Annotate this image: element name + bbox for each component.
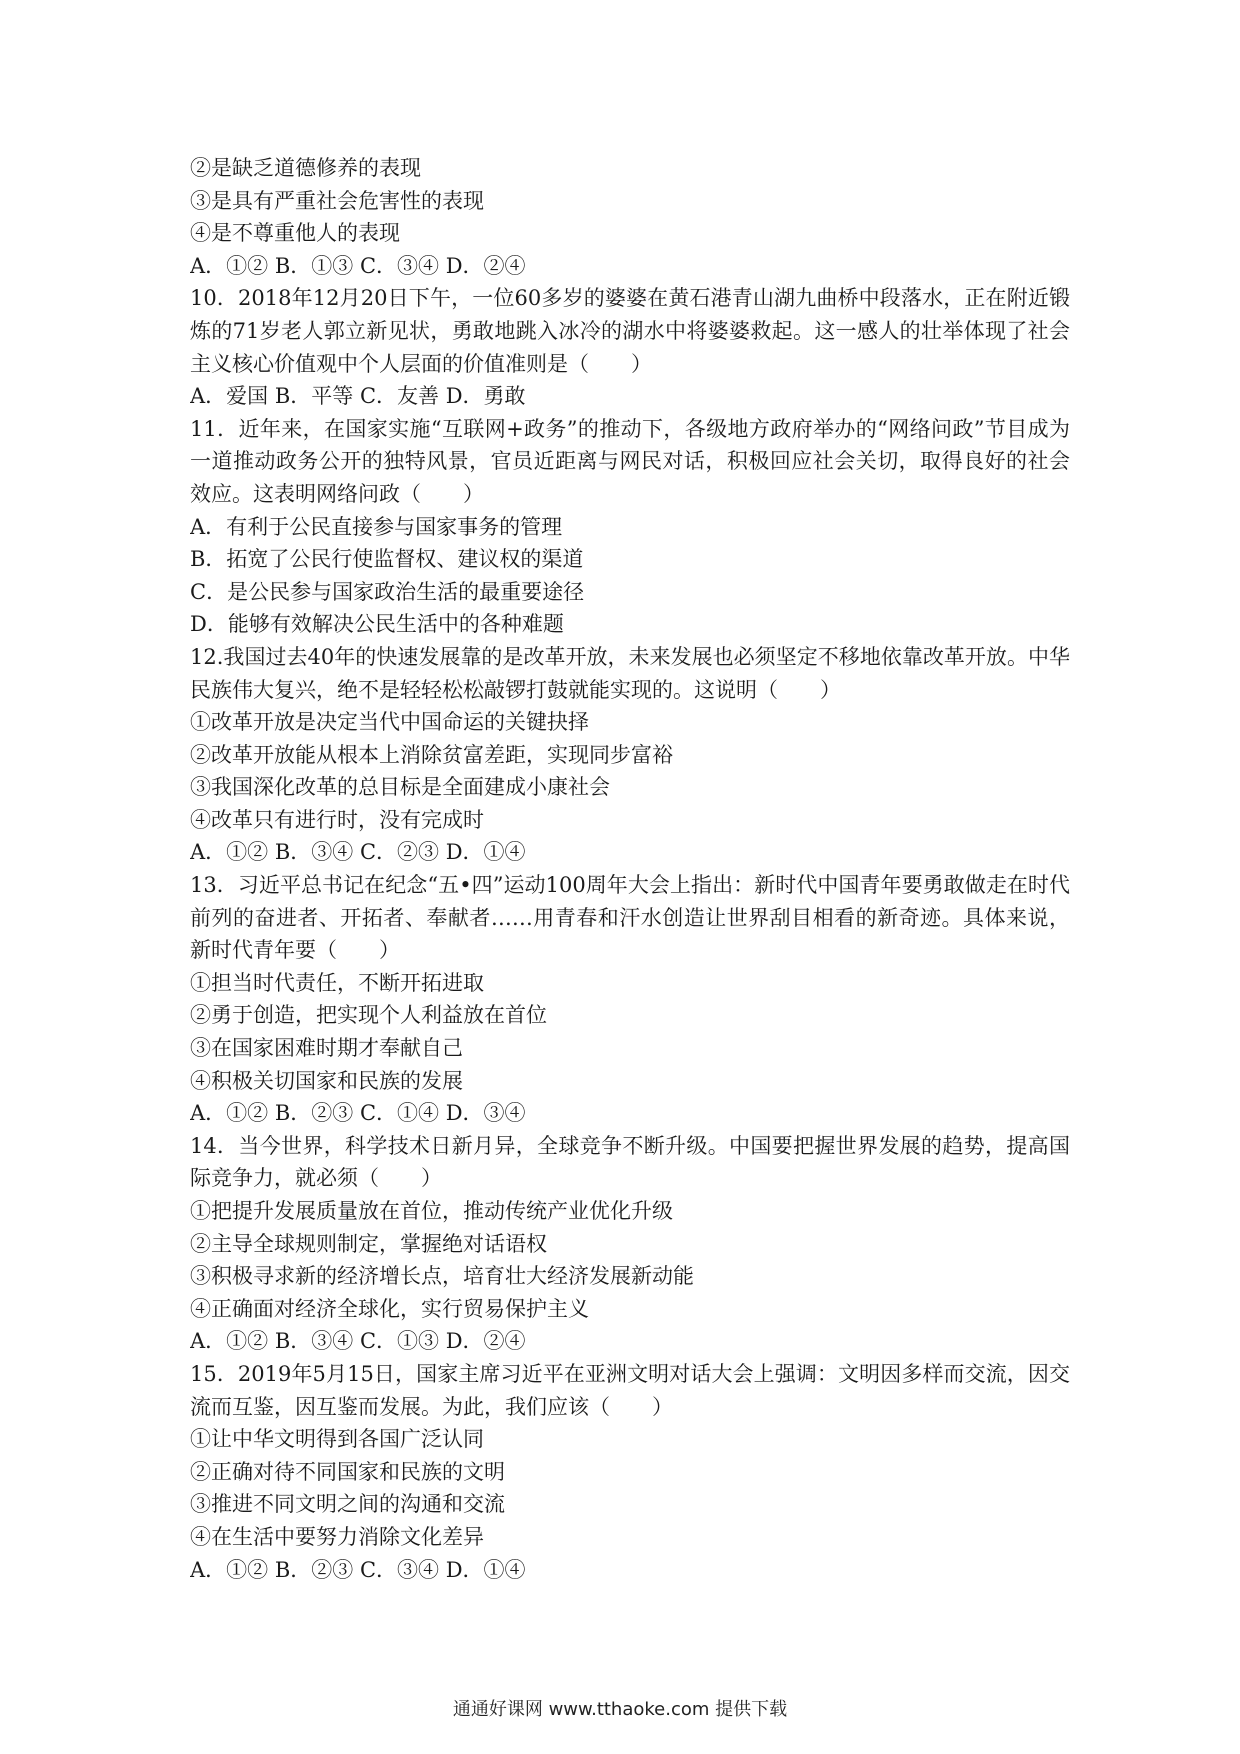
question-12-item-1: ①改革开放是决定当代中国命运的关键抉择: [190, 710, 589, 735]
question-10-choices: A．爱国 B．平等 C．友善 D．勇敢: [190, 384, 526, 409]
question-14-choices: A．①② B．③④ C．①③ D．②④: [190, 1329, 526, 1354]
option-line: ④是不尊重他人的表现: [190, 221, 400, 246]
question-13-item-4: ④积极关切国家和民族的发展: [190, 1068, 463, 1093]
question-15-item-2: ②正确对待不同国家和民族的文明: [190, 1459, 505, 1484]
question-11-option-b: B．拓宽了公民行使监督权、建议权的渠道: [190, 547, 584, 572]
question-11-option-a: A．有利于公民直接参与国家事务的管理: [190, 514, 563, 539]
question-14-item-4: ④正确面对经济全球化，实行贸易保护主义: [190, 1296, 589, 1321]
question-10-stem: 10．2018年12月20日下午，一位60多岁的婆婆在黄石港青山湖九曲桥中段落水，正在附近锻炼的71岁老人郭立新见状，勇敢地跳入冰冷的湖水中将婆婆救起。这一感人的壮举体现了社会主义核心价值观中个人层面的价值准则是（ ）: [190, 286, 1070, 376]
answer-choices: A．①② B．①③ C．③④ D．②④: [190, 253, 526, 278]
exam-page-body: [190, 152, 1070, 1586]
option-line: ③是具有严重社会危害性的表现: [190, 188, 484, 213]
question-13-item-3: ③在国家困难时期才奉献自己: [190, 1036, 463, 1061]
question-11-option-c: C．是公民参与国家政治生活的最重要途径: [190, 579, 585, 604]
option-line: ②是缺乏道德修养的表现: [190, 156, 421, 180]
page-footer: 通通好课网 www.tthaoke.com 提供下载: [452, 1699, 788, 1720]
question-15-item-3: ③推进不同文明之间的沟通和交流: [190, 1492, 505, 1517]
question-11-option-d: D．能够有效解决公民生活中的各种难题: [190, 612, 564, 637]
question-14-item-1: ①把提升发展质量放在首位，推动传统产业优化升级: [190, 1199, 673, 1223]
question-13-stem: 13．习近平总书记在纪念“五•四”运动100周年大会上指出：新时代中国青年要勇敢做走在时代前列的奋进者、开拓者、奉献者……用青春和汗水创造让世界刮目相看的新奇迹。具体来说，新时代青年要（ ）: [190, 873, 1070, 963]
question-11-stem: 11．近年来，在国家实施“互联网+政务”的推动下，各级地方政府举办的“网络问政”节目成为一道推动政务公开的独特风景，官员近距离与网民对话，积极回应社会关切，取得良好的社会效应。这表明网络问政（ ）: [190, 416, 1070, 506]
question-12-item-3: ③我国深化改革的总目标是全面建成小康社会: [190, 775, 610, 800]
question-12-item-4: ④改革只有进行时，没有完成时: [190, 807, 484, 832]
question-14-item-2: ②主导全球规则制定，掌握绝对话语权: [190, 1231, 547, 1256]
question-12-stem: 12.我国过去40年的快速发展靠的是改革开放，未来发展也必须坚定不移地依靠改革开放。中华民族伟大复兴，绝不是轻轻松松敲锣打鼓就能实现的。这说明（ ）: [190, 644, 1070, 702]
question-13-item-1: ①担当时代责任，不断开拓进取: [190, 970, 484, 995]
question-13-choices: A．①② B．②③ C．①④ D．③④: [190, 1101, 526, 1126]
question-13-item-2: ②勇于创造，把实现个人利益放在首位: [190, 1003, 547, 1028]
question-15-item-4: ④在生活中要努力消除文化差异: [190, 1524, 484, 1549]
question-15-item-1: ①让中华文明得到各国广泛认同: [190, 1427, 484, 1452]
question-14-stem: 14．当今世界，科学技术日新月异，全球竞争不断升级。中国要把握世界发展的趋势，提高国际竞争力，就必须（ ）: [190, 1133, 1070, 1191]
question-14-item-3: ③积极寻求新的经济增长点，培育壮大经济发展新动能: [190, 1264, 694, 1289]
question-15-choices: A．①② B．②③ C．③④ D．①④: [190, 1557, 526, 1582]
question-12-choices: A．①② B．③④ C．②③ D．①④: [190, 840, 526, 865]
question-12-item-2: ②改革开放能从根本上消除贫富差距，实现同步富裕: [190, 742, 673, 767]
question-15-stem: 15．2019年5月15日，国家主席习近平在亚洲文明对话大会上强调：文明因多样而交流，因交流而互鉴，因互鉴而发展。为此，我们应该（ ）: [190, 1361, 1070, 1419]
